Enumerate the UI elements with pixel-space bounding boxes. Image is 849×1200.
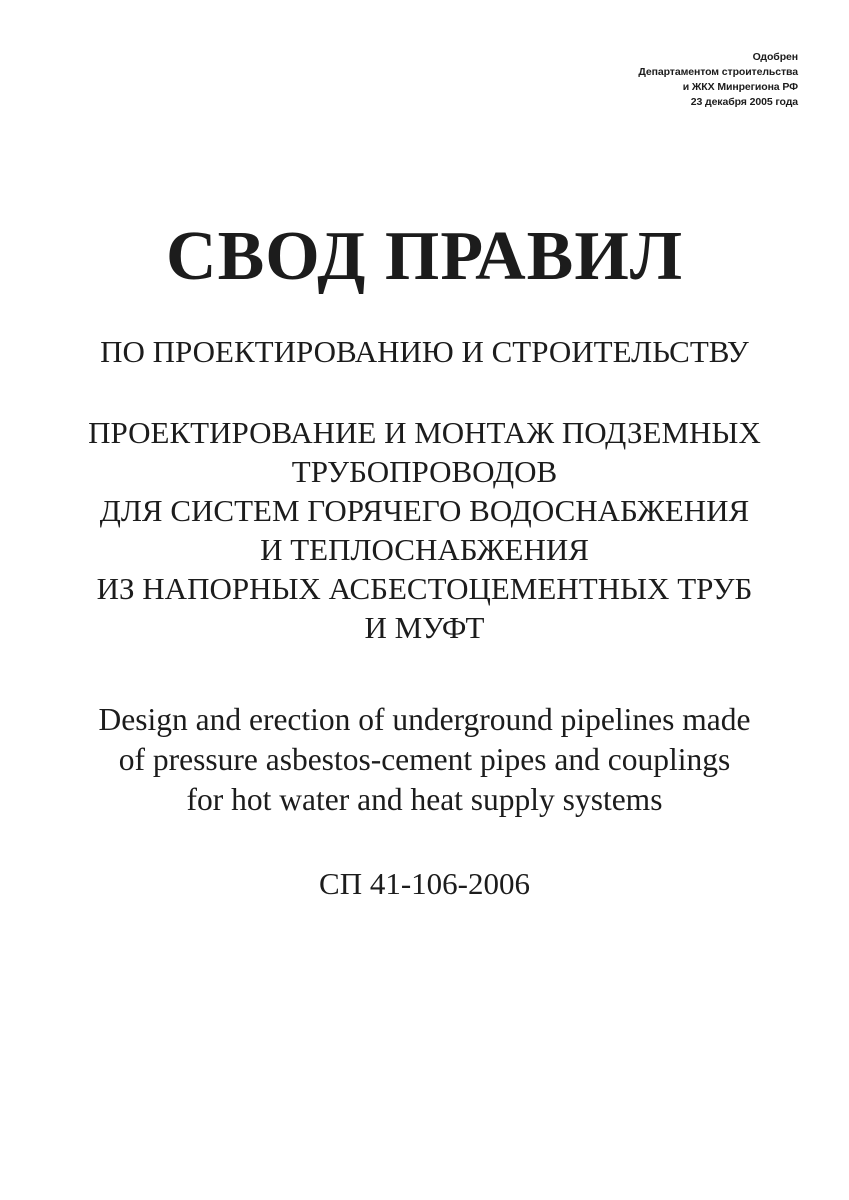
russian-title-line: И МУФТ (364, 610, 485, 645)
russian-title-line: И ТЕПЛОСНАБЖЕНИЯ (260, 532, 589, 567)
approval-line: 23 декабря 2005 года (690, 96, 798, 108)
russian-title-line: ПРОЕКТИРОВАНИЕ И МОНТАЖ ПОДЗЕМНЫХ (88, 415, 761, 450)
russian-title-block (0, 413, 849, 647)
russian-title-line: ИЗ НАПОРНЫХ АСБЕСТОЦЕМЕНТНЫХ ТРУБ (96, 571, 753, 606)
english-title-line: for hot water and heat supply systems (186, 782, 663, 817)
russian-title-line: ТРУБОПРОВОДОВ (291, 454, 558, 489)
english-title-block (0, 700, 849, 820)
approval-line: Департаментом строительства (638, 66, 798, 78)
english-title-line: of pressure asbestos-cement pipes and couplings (118, 742, 731, 777)
document-title: СВОД ПРАВИЛ (166, 218, 683, 295)
document-subtitle: ПО ПРОЕКТИРОВАНИЮ И СТРОИТЕЛЬСТВУ (100, 334, 749, 369)
russian-title-line: ДЛЯ СИСТЕМ ГОРЯЧЕГО ВОДОСНАБЖЕНИЯ (99, 493, 750, 528)
approval-line: Одобрен (752, 51, 798, 63)
document-code: СП 41-106-2006 (319, 866, 530, 901)
approval-block (638, 50, 798, 110)
approval-line: и ЖКХ Минрегиона РФ (682, 81, 798, 93)
english-title-line: Design and erection of underground pipelines made (98, 702, 751, 737)
